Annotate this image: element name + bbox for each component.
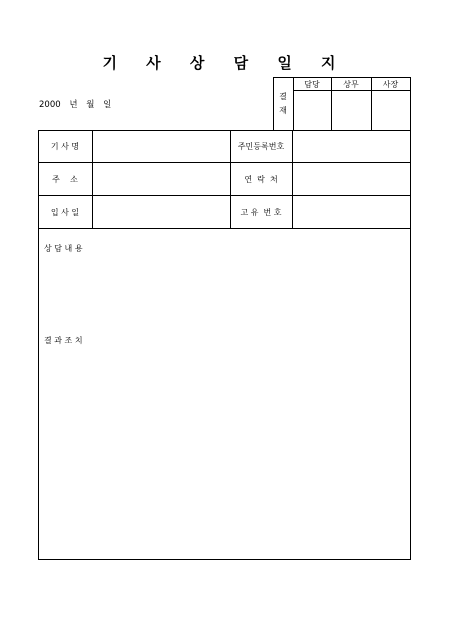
form-title: 기 사 상 담 일 지 xyxy=(102,54,348,72)
join-date-label: 입 사 일 xyxy=(50,208,80,217)
name-label: 기 사 명 xyxy=(50,142,80,151)
approval-col-damdang: 담당 xyxy=(304,80,320,89)
consultation-label: 상 담 내 용 xyxy=(44,244,83,253)
result-label: 결 과 조 치 xyxy=(44,336,83,345)
approval-col-sajang: 사장 xyxy=(382,80,399,89)
date-line: 2000 년 월 일 xyxy=(39,100,112,110)
contact-label: 연 락 처 xyxy=(244,175,278,184)
approval-side-label-1: 결 xyxy=(279,92,287,101)
approval-side-label-2: 재 xyxy=(279,106,287,115)
resident-number-label: 주민등록번호 xyxy=(237,142,285,151)
address-label: 주 소 xyxy=(52,175,78,184)
approval-col-sangmu: 상무 xyxy=(343,80,359,89)
unique-number-label: 고 유 번 호 xyxy=(240,208,282,217)
